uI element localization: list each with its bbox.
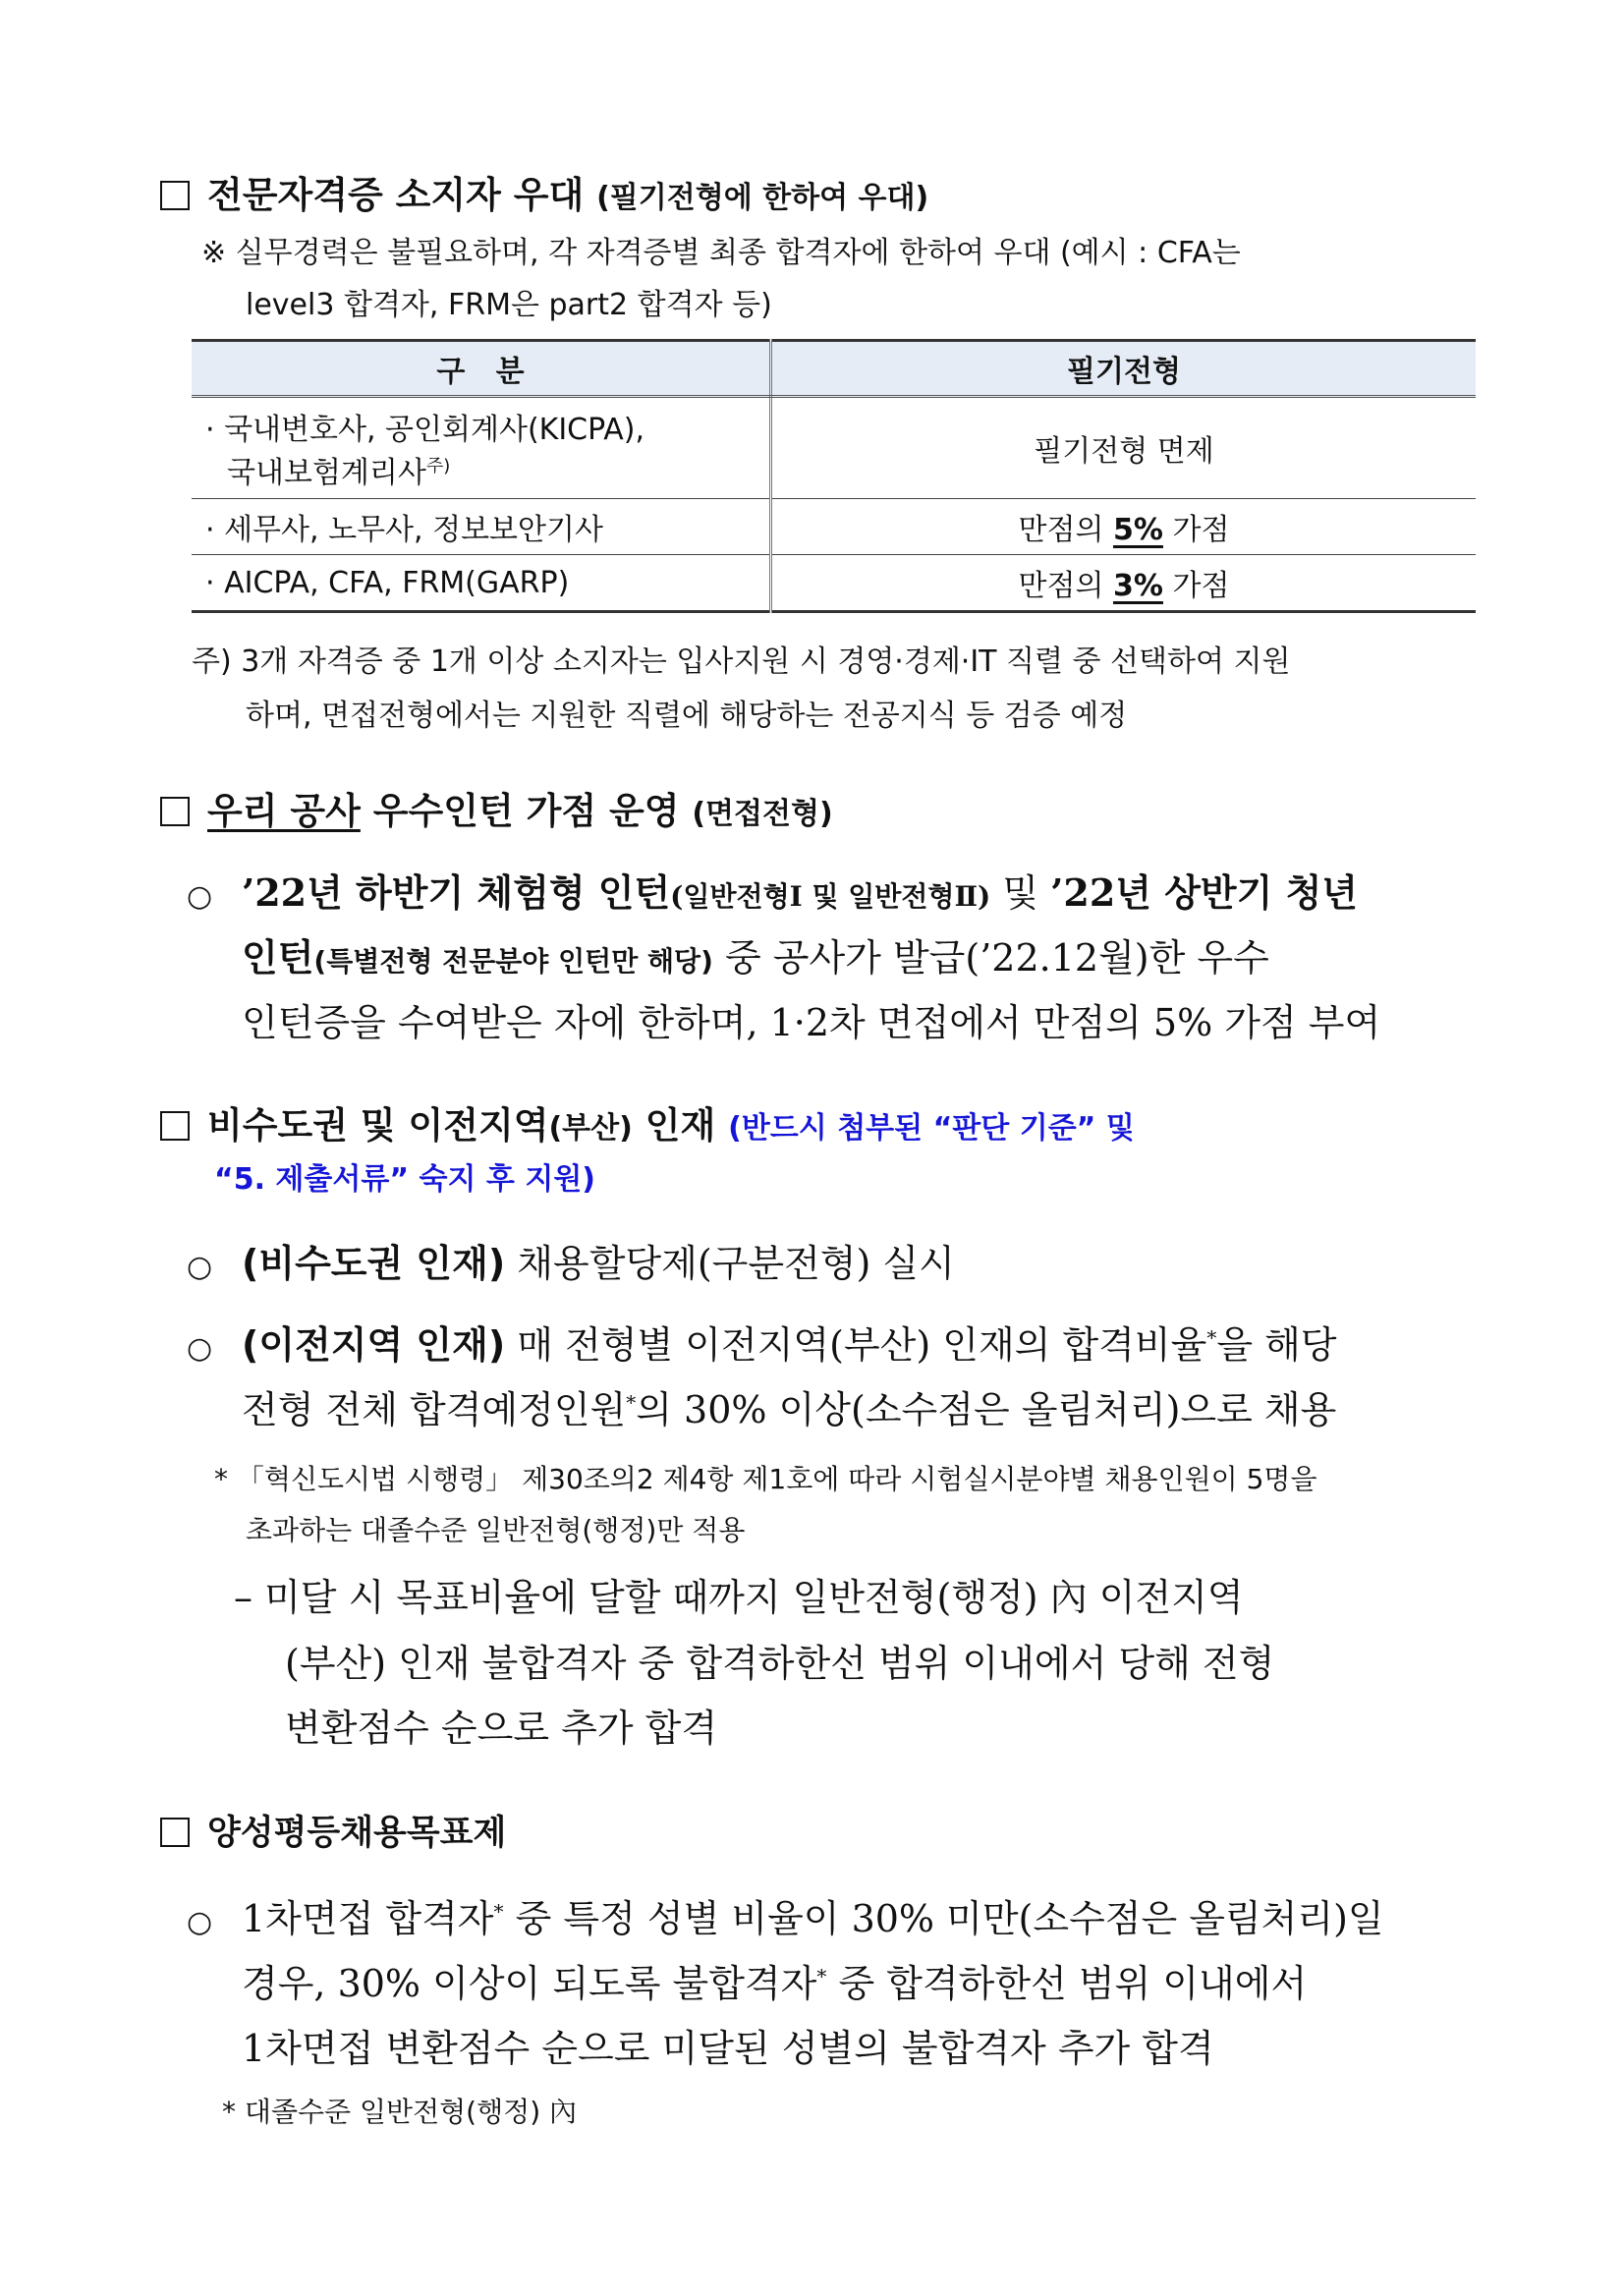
dash-item-line: – 미달 시 목표비율에 달할 때까지 일반전형(행정) 內 이전지역: [234, 1576, 1244, 1619]
regional-bullet-2: [187, 1315, 1337, 1369]
section-title: 우수인턴 가점 운영: [360, 790, 680, 832]
cell-text: 국내보험계리사: [227, 456, 426, 490]
checkbox-square-icon: [160, 797, 190, 826]
checkbox-square-icon: [160, 1111, 190, 1141]
text: 의 30% 이상(소수점은 올림처리)으로 채용: [636, 1388, 1337, 1431]
table-header: 구 분: [192, 341, 771, 397]
bold-text: (일반전형Ⅰ 및 일반전형Ⅱ): [670, 880, 991, 913]
table-footnote: 하며, 면접전형에서는 지원한 직렬에 해당하는 전공지식 등 검증 예정: [246, 699, 1128, 733]
qualification-table: [192, 339, 1476, 613]
gender-line-3: 1차면접 변환점수 순으로 미달된 성별의 불합격자 추가 합격: [242, 2027, 1214, 2070]
text: 을 해당: [1216, 1323, 1337, 1367]
section-subtitle: (면접전형): [692, 797, 833, 831]
section-title: 비수도권 및 이전지역: [207, 1104, 549, 1147]
gender-line-2: [242, 1953, 1307, 2007]
table-cell: [192, 397, 771, 499]
footnote-mark: *: [816, 1964, 827, 1988]
circle-bullet-icon: ○: [187, 1905, 213, 1939]
note-line: level3 합격자, FRM은 part2 합격자 등): [246, 288, 772, 322]
intern-line-1: [187, 863, 1358, 917]
regional-bullet-1: [187, 1233, 955, 1287]
text: 및: [990, 871, 1051, 915]
table-cell: 필기전형 면제: [771, 397, 1477, 499]
text: 매 전형별 이전지역(부산) 인재의 합격비율: [505, 1323, 1207, 1367]
section-heading-qualifications: [160, 165, 928, 218]
table-cell: · AICPA, CFA, FRM(GARP): [192, 555, 771, 612]
cell-text: 만점의: [1018, 569, 1114, 603]
circle-bullet-icon: ○: [187, 879, 213, 914]
footnote: * 「혁신도시법 시행령」 제30조의2 제4항 제1호에 따라 시험실시분야별 채용인원이 5명을: [214, 1463, 1317, 1495]
cell-text: · 국내변호사, 공인회계사(KICPA),: [205, 413, 645, 447]
dash-item-line: (부산) 인재 불합격자 중 합격하한선 범위 이내에서 당해 전형: [285, 1642, 1275, 1685]
section-heading-intern: [160, 781, 833, 834]
table-cell: [771, 499, 1477, 555]
intern-line-2: [242, 927, 1269, 981]
table-cell: · 세무사, 노무사, 정보보안기사: [192, 499, 771, 555]
text: 채용할당제(구분전형) 실시: [505, 1242, 955, 1285]
footnote: * 대졸수준 일반전형(행정) 內: [222, 2096, 578, 2128]
text: 경우, 30% 이상이 되도록 불합격자: [242, 1962, 817, 2005]
table-header: 필기전형: [771, 341, 1477, 397]
bold-text: (이전지역 인재): [242, 1323, 506, 1367]
checkbox-square-icon: [160, 181, 190, 210]
section-heading-gender: [160, 1806, 506, 1855]
table-row: [192, 397, 1476, 499]
cell-text: 만점의: [1018, 513, 1114, 547]
bold-text: 인턴: [242, 935, 314, 980]
checkbox-square-icon: [160, 1818, 190, 1847]
percent-value: 5%: [1113, 513, 1163, 547]
footnote-mark: *: [493, 1899, 504, 1924]
intern-line-3: 인턴증을 수여받은 자에 한하며, 1·2차 면접에서 만점의 5% 가점 부여: [242, 1001, 1381, 1044]
table-row: [192, 555, 1476, 612]
section-title: 전문자격증 소지자 우대: [207, 174, 585, 216]
cell-text: 가점: [1162, 569, 1230, 603]
text: 1차면접 합격자: [242, 1897, 494, 1940]
bold-text: (비수도권 인재): [242, 1242, 506, 1285]
highlight-note: (반드시 첨부된 “판단 기준” 및: [728, 1111, 1135, 1146]
footnote-mark: 주): [425, 456, 451, 476]
text: 중 공사가 발급(’22.12월)한 우수: [712, 936, 1269, 980]
percent-value: 3%: [1113, 569, 1163, 603]
table-footnote: 주) 3개 자격증 중 1개 이상 소지자는 입사지원 시 경영·경제·IT 직렬 중 선택하여 지원: [192, 644, 1291, 679]
footnote: 초과하는 대졸수준 일반전형(행정)만 적용: [246, 1514, 746, 1546]
circle-bullet-icon: ○: [187, 1250, 213, 1284]
highlight-note: “5. 제출서류” 숙지 후 지원): [214, 1162, 596, 1197]
table-cell: [771, 555, 1477, 612]
dash-item-line: 변환점수 순으로 추가 합격: [285, 1707, 718, 1750]
bold-text: ’22년 상반기 청년: [1050, 870, 1358, 915]
text: 전형 전체 합격예정인원: [242, 1388, 627, 1431]
text: 중 합격하한선 범위 이내에서: [826, 1962, 1308, 2005]
text: 중 특정 성별 비율이 30% 미만(소수점은 올림처리)일: [503, 1897, 1384, 1940]
section-title: 양성평등채용목표제: [207, 1814, 507, 1853]
bold-text: (특별전형 전문분야 인턴만 해당): [313, 945, 713, 978]
footnote-mark: *: [626, 1390, 637, 1415]
section-subtitle: (필기전형에 한하여 우대): [596, 181, 929, 215]
section-heading-regional: [160, 1095, 1135, 1148]
gender-line-1: [187, 1888, 1384, 1942]
circle-bullet-icon: ○: [187, 1331, 213, 1366]
note-line: ※ 실무경력은 불필요하며, 각 자격증별 최종 합격자에 한하여 우대 (예시 : CFA는: [201, 236, 1241, 270]
section-title-paren: (부산): [548, 1111, 633, 1146]
section-title-underlined: 우리 공사: [207, 790, 361, 832]
table-row: [192, 499, 1476, 555]
regional-bullet-2-cont: [242, 1379, 1336, 1433]
bold-text: ’22년 하반기 체험형 인턴: [242, 870, 671, 915]
footnote-mark: *: [1206, 1325, 1217, 1350]
section-title: 인재: [632, 1104, 716, 1147]
cell-text: 가점: [1162, 513, 1230, 547]
